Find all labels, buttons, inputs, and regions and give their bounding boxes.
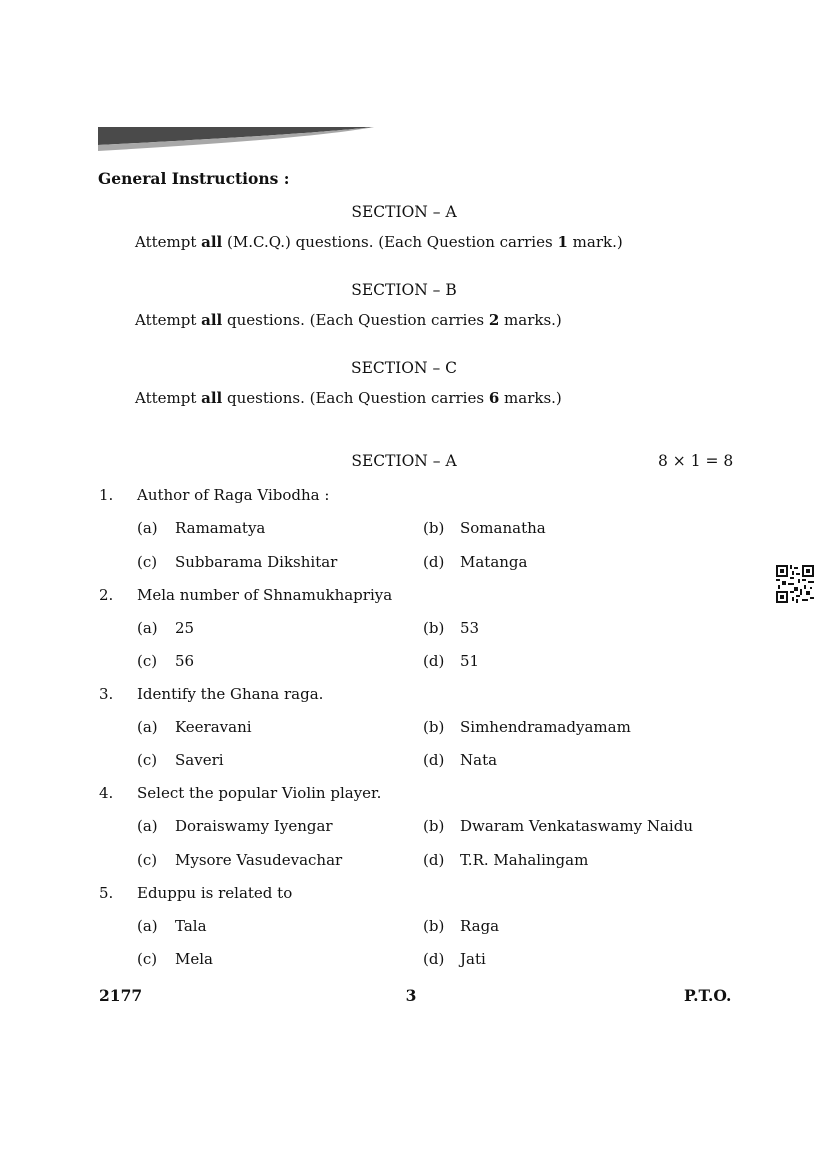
option-label: (d): [423, 950, 445, 968]
general-instructions-title: General Instructions :: [98, 169, 290, 188]
question-number: 5.: [99, 884, 114, 902]
option-text: Mela: [175, 950, 213, 968]
option-text: Keeravani: [175, 718, 252, 736]
option-text: 25: [175, 619, 195, 637]
option-label: (b): [423, 718, 445, 736]
option-label: (c): [137, 950, 158, 968]
option-text: Mysore Vasudevachar: [175, 851, 343, 869]
question-text: Identify the Ghana raga.: [137, 685, 324, 703]
instr-section-b-heading: SECTION – B: [351, 281, 457, 299]
paper-code: 2177: [99, 986, 143, 1005]
pto-label: P.T.O.: [684, 986, 732, 1005]
instr-text-part: mark.): [567, 233, 623, 251]
option-text: Ramamatya: [175, 519, 266, 537]
option-label: (a): [137, 619, 158, 637]
instr-text-part: (M.C.Q.) questions. (Each Question carries: [222, 233, 558, 251]
option-text: T.R. Mahalingam: [460, 851, 589, 869]
instr-section-a-text: [135, 233, 623, 251]
option-label: (a): [137, 519, 158, 537]
instr-text-part: questions. (Each Question carries: [222, 389, 489, 407]
option-label: (a): [137, 817, 158, 835]
instr-section-c-heading: SECTION – C: [351, 359, 457, 377]
instr-section-a-heading: SECTION – A: [351, 203, 457, 221]
instr-marks-number: 1: [557, 233, 568, 251]
option-label: (d): [423, 751, 445, 769]
question-number: 3.: [99, 685, 114, 703]
option-label: (a): [137, 718, 158, 736]
option-label: (b): [423, 817, 445, 835]
option-text: Dwaram Venkataswamy Naidu: [460, 817, 693, 835]
instr-bold-word: all: [201, 233, 223, 251]
option-text: Raga: [460, 917, 500, 935]
question-text: Eduppu is related to: [137, 884, 293, 902]
instr-text-part: marks.): [499, 311, 562, 329]
page-number: 3: [405, 986, 417, 1005]
option-text: Matanga: [460, 553, 528, 571]
instr-section-c-text: [135, 389, 562, 407]
option-label: (c): [137, 652, 158, 670]
instr-marks-number: 2: [488, 311, 500, 329]
question-number: 1.: [99, 486, 114, 504]
option-text: 51: [460, 652, 480, 670]
option-label: (b): [423, 519, 445, 537]
option-label: (d): [423, 652, 445, 670]
option-text: 53: [460, 619, 480, 637]
option-text: Simhendramadyamam: [460, 718, 631, 736]
question-number: 2.: [99, 586, 114, 604]
option-text: Jati: [460, 950, 486, 968]
option-label: (d): [423, 851, 445, 869]
option-text: Doraiswamy Iyengar: [175, 817, 333, 835]
option-text: Nata: [460, 751, 498, 769]
instr-text-part: Attempt: [135, 389, 202, 407]
instr-text-part: questions. (Each Question carries: [222, 311, 489, 329]
option-label: (c): [137, 851, 158, 869]
option-label: (c): [137, 751, 158, 769]
option-text: Somanatha: [460, 519, 546, 537]
option-label: (b): [423, 619, 445, 637]
option-text: Saveri: [175, 751, 224, 769]
option-text: Subbarama Dikshitar: [175, 553, 338, 571]
instr-bold-word: all: [201, 389, 223, 407]
instr-bold-word: all: [201, 311, 223, 329]
instr-text-part: Attempt: [135, 311, 202, 329]
option-label: (c): [137, 553, 158, 571]
question-text: Mela number of Shnamukhapriya: [137, 586, 393, 604]
option-text: Tala: [175, 917, 207, 935]
instr-section-b-text: [135, 311, 562, 329]
header-decor-bar: [98, 127, 374, 153]
question-text: Select the popular Violin player.: [137, 784, 382, 802]
question-number: 4.: [99, 784, 114, 802]
qr-code-icon: [776, 565, 814, 603]
question-text: Author of Raga Vibodha :: [137, 486, 330, 504]
instr-marks-number: 6: [488, 389, 500, 407]
option-label: (b): [423, 917, 445, 935]
section-a-heading: SECTION – A: [351, 452, 457, 470]
option-label: (a): [137, 917, 158, 935]
instr-text-part: marks.): [499, 389, 562, 407]
instr-text-part: Attempt: [135, 233, 202, 251]
section-a-marks: 8 × 1 = 8: [658, 452, 734, 470]
option-text: 56: [175, 652, 195, 670]
option-label: (d): [423, 553, 445, 571]
